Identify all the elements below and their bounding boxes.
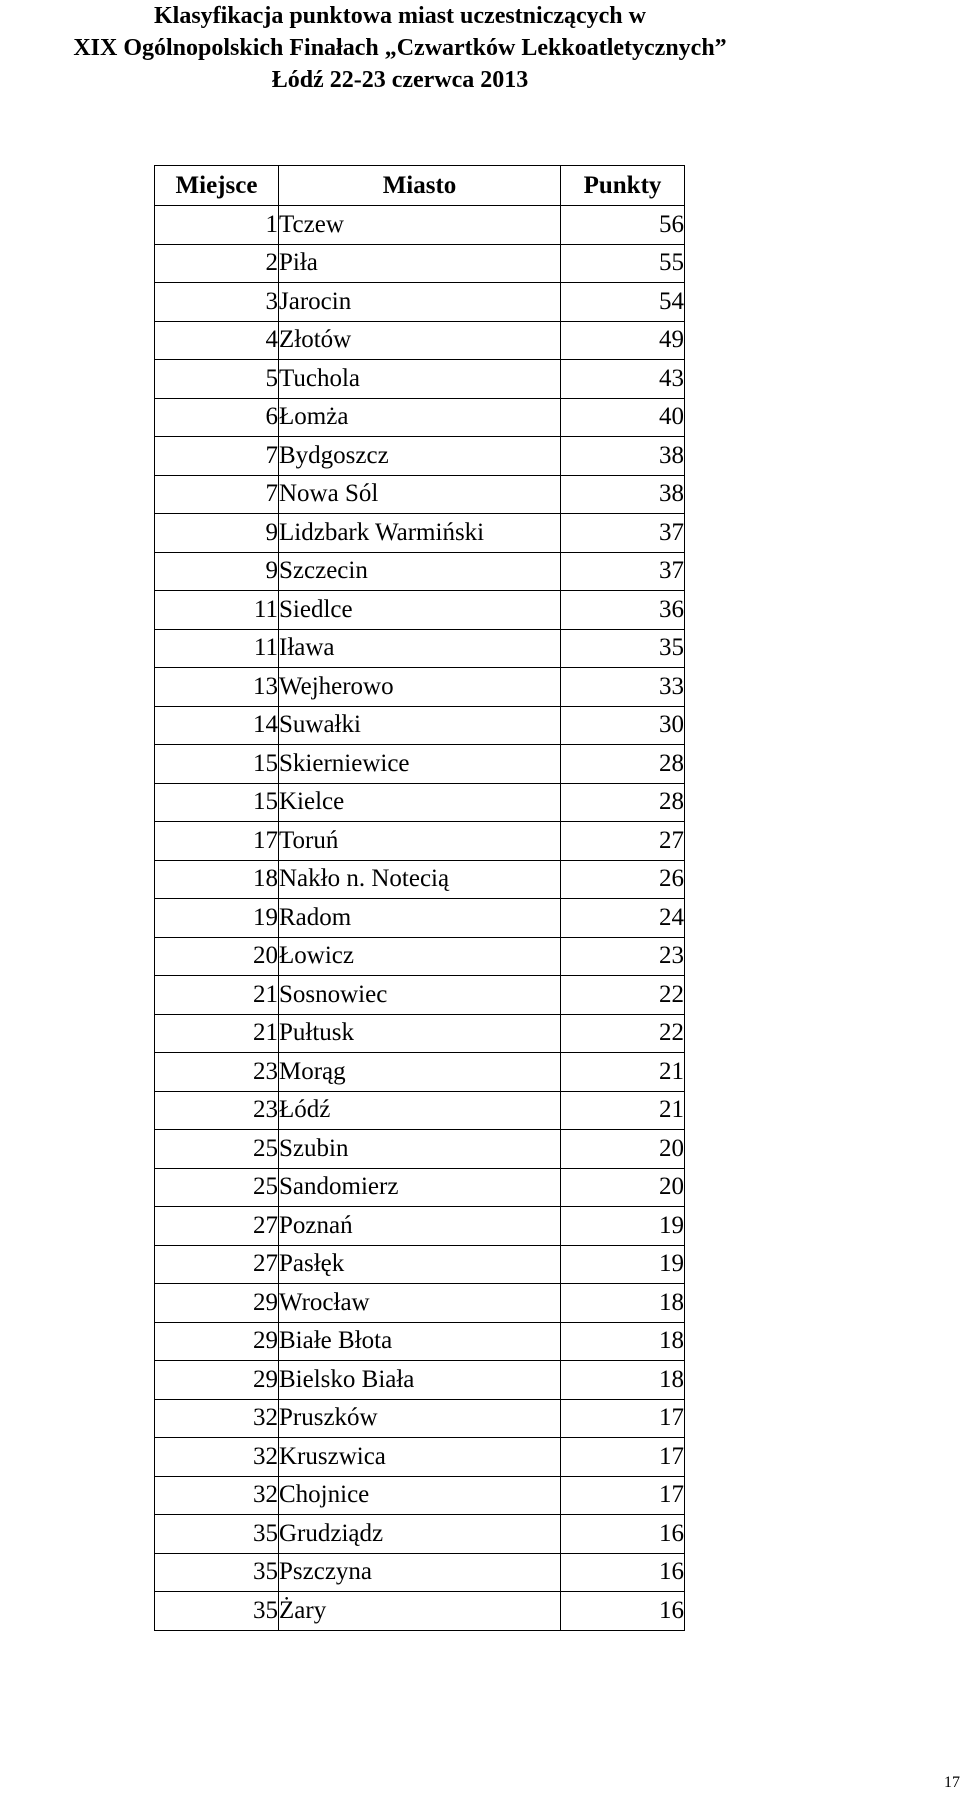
- table-row: [155, 398, 685, 437]
- cell-city: Siedlce: [279, 591, 561, 630]
- cell-place: 9: [155, 552, 279, 591]
- cell-place: 4: [155, 321, 279, 360]
- cell-points: 35: [561, 629, 685, 668]
- cell-points: 37: [561, 514, 685, 553]
- table-row: [155, 1130, 685, 1169]
- table-row: [155, 1361, 685, 1400]
- cell-city: Toruń: [279, 822, 561, 861]
- cell-place: 19: [155, 899, 279, 938]
- table-row: [155, 1284, 685, 1323]
- cell-city: Grudziądz: [279, 1515, 561, 1554]
- cell-place: 32: [155, 1399, 279, 1438]
- cell-city: Pasłęk: [279, 1245, 561, 1284]
- table-row: [155, 1014, 685, 1053]
- table-row: [155, 1476, 685, 1515]
- cell-city: Kruszwica: [279, 1438, 561, 1477]
- cell-place: 9: [155, 514, 279, 553]
- cell-place: 27: [155, 1207, 279, 1246]
- cell-place: 29: [155, 1284, 279, 1323]
- cell-place: 29: [155, 1361, 279, 1400]
- table-row: [155, 976, 685, 1015]
- cell-city: Lidzbark Warmiński: [279, 514, 561, 553]
- cell-city: Szubin: [279, 1130, 561, 1169]
- column-header-city: Miasto: [279, 166, 561, 206]
- table-row: [155, 591, 685, 630]
- cell-city: Pruszków: [279, 1399, 561, 1438]
- cell-city: Łomża: [279, 398, 561, 437]
- title-line-1: Klasyfikacja punktowa miast uczestniczących w: [154, 3, 646, 29]
- table-row: [155, 360, 685, 399]
- cell-points: 17: [561, 1438, 685, 1477]
- ranking-table: [154, 165, 685, 1631]
- table-row: [155, 668, 685, 707]
- cell-points: 19: [561, 1245, 685, 1284]
- cell-city: Tczew: [279, 206, 561, 245]
- table-row: [155, 860, 685, 899]
- cell-city: Kielce: [279, 783, 561, 822]
- cell-city: Bielsko Biała: [279, 1361, 561, 1400]
- cell-city: Tuchola: [279, 360, 561, 399]
- table-row: [155, 1207, 685, 1246]
- table-row: [155, 629, 685, 668]
- table-row: [155, 937, 685, 976]
- cell-points: 56: [561, 206, 685, 245]
- cell-points: 30: [561, 706, 685, 745]
- cell-points: 40: [561, 398, 685, 437]
- table-body: [155, 206, 685, 1631]
- cell-points: 22: [561, 976, 685, 1015]
- table-row: [155, 1322, 685, 1361]
- title-line-2: XIX Ogólnopolskich Finałach „Czwartków Lekkoatletycznych”: [73, 35, 727, 61]
- cell-points: 23: [561, 937, 685, 976]
- cell-points: 20: [561, 1130, 685, 1169]
- cell-points: 20: [561, 1168, 685, 1207]
- table-row: [155, 783, 685, 822]
- cell-city: Suwałki: [279, 706, 561, 745]
- cell-points: 18: [561, 1284, 685, 1323]
- table-header-row: [155, 166, 685, 206]
- cell-city: Piła: [279, 244, 561, 283]
- cell-points: 21: [561, 1091, 685, 1130]
- cell-place: 32: [155, 1438, 279, 1477]
- cell-points: 17: [561, 1476, 685, 1515]
- cell-points: 49: [561, 321, 685, 360]
- table-row: [155, 1438, 685, 1477]
- cell-city: Pszczyna: [279, 1553, 561, 1592]
- cell-place: 6: [155, 398, 279, 437]
- cell-place: 35: [155, 1553, 279, 1592]
- table-row: [155, 206, 685, 245]
- cell-city: Skierniewice: [279, 745, 561, 784]
- cell-place: 7: [155, 437, 279, 476]
- table-row: [155, 1515, 685, 1554]
- table-row: [155, 1168, 685, 1207]
- table-row: [155, 1399, 685, 1438]
- cell-place: 21: [155, 1014, 279, 1053]
- cell-city: Morąg: [279, 1053, 561, 1092]
- cell-points: 16: [561, 1592, 685, 1631]
- cell-city: Pułtusk: [279, 1014, 561, 1053]
- cell-points: 22: [561, 1014, 685, 1053]
- cell-points: 55: [561, 244, 685, 283]
- cell-city: Białe Błota: [279, 1322, 561, 1361]
- cell-points: 54: [561, 283, 685, 322]
- table-row: [155, 1091, 685, 1130]
- cell-place: 7: [155, 475, 279, 514]
- cell-city: Sosnowiec: [279, 976, 561, 1015]
- cell-points: 37: [561, 552, 685, 591]
- cell-city: Poznań: [279, 1207, 561, 1246]
- table-row: [155, 1553, 685, 1592]
- cell-points: 26: [561, 860, 685, 899]
- cell-place: 15: [155, 745, 279, 784]
- cell-place: 23: [155, 1091, 279, 1130]
- cell-points: 18: [561, 1322, 685, 1361]
- cell-points: 24: [561, 899, 685, 938]
- cell-city: Radom: [279, 899, 561, 938]
- cell-place: 32: [155, 1476, 279, 1515]
- cell-city: Bydgoszcz: [279, 437, 561, 476]
- table-row: [155, 1245, 685, 1284]
- table-row: [155, 321, 685, 360]
- cell-place: 1: [155, 206, 279, 245]
- table-row: [155, 1592, 685, 1631]
- cell-place: 14: [155, 706, 279, 745]
- cell-points: 38: [561, 475, 685, 514]
- cell-points: 33: [561, 668, 685, 707]
- table-row: [155, 283, 685, 322]
- table-row: [155, 1053, 685, 1092]
- cell-place: 3: [155, 283, 279, 322]
- cell-place: 25: [155, 1130, 279, 1169]
- cell-place: 11: [155, 591, 279, 630]
- cell-points: 38: [561, 437, 685, 476]
- cell-place: 2: [155, 244, 279, 283]
- title-line-3: Łódź 22-23 czerwca 2013: [271, 67, 529, 93]
- cell-place: 27: [155, 1245, 279, 1284]
- cell-points: 43: [561, 360, 685, 399]
- cell-points: 18: [561, 1361, 685, 1400]
- cell-points: 16: [561, 1515, 685, 1554]
- cell-city: Nowa Sól: [279, 475, 561, 514]
- cell-points: 17: [561, 1399, 685, 1438]
- cell-place: 25: [155, 1168, 279, 1207]
- table-row: [155, 244, 685, 283]
- cell-place: 13: [155, 668, 279, 707]
- table-row: [155, 745, 685, 784]
- cell-points: 28: [561, 745, 685, 784]
- cell-city: Szczecin: [279, 552, 561, 591]
- cell-place: 29: [155, 1322, 279, 1361]
- table-row: [155, 822, 685, 861]
- cell-city: Łódź: [279, 1091, 561, 1130]
- column-header-place: Miejsce: [155, 166, 279, 206]
- column-header-points: Punkty: [561, 166, 685, 206]
- cell-points: 21: [561, 1053, 685, 1092]
- cell-city: Nakło n. Notecią: [279, 860, 561, 899]
- cell-city: Żary: [279, 1592, 561, 1631]
- cell-city: Złotów: [279, 321, 561, 360]
- cell-city: Wrocław: [279, 1284, 561, 1323]
- cell-place: 35: [155, 1515, 279, 1554]
- cell-city: Iława: [279, 629, 561, 668]
- cell-city: Łowicz: [279, 937, 561, 976]
- table-row: [155, 514, 685, 553]
- cell-place: 11: [155, 629, 279, 668]
- cell-place: 21: [155, 976, 279, 1015]
- table-row: [155, 706, 685, 745]
- cell-place: 23: [155, 1053, 279, 1092]
- cell-city: Jarocin: [279, 283, 561, 322]
- cell-place: 17: [155, 822, 279, 861]
- cell-place: 5: [155, 360, 279, 399]
- cell-city: Sandomierz: [279, 1168, 561, 1207]
- cell-city: Chojnice: [279, 1476, 561, 1515]
- cell-points: 28: [561, 783, 685, 822]
- cell-points: 27: [561, 822, 685, 861]
- cell-place: 35: [155, 1592, 279, 1631]
- table-row: [155, 552, 685, 591]
- cell-place: 18: [155, 860, 279, 899]
- table-row: [155, 899, 685, 938]
- table-row: [155, 437, 685, 476]
- cell-place: 15: [155, 783, 279, 822]
- cell-city: Wejherowo: [279, 668, 561, 707]
- cell-place: 20: [155, 937, 279, 976]
- cell-points: 16: [561, 1553, 685, 1592]
- cell-points: 36: [561, 591, 685, 630]
- page-number: 17: [944, 1774, 960, 1791]
- table-row: [155, 475, 685, 514]
- cell-points: 19: [561, 1207, 685, 1246]
